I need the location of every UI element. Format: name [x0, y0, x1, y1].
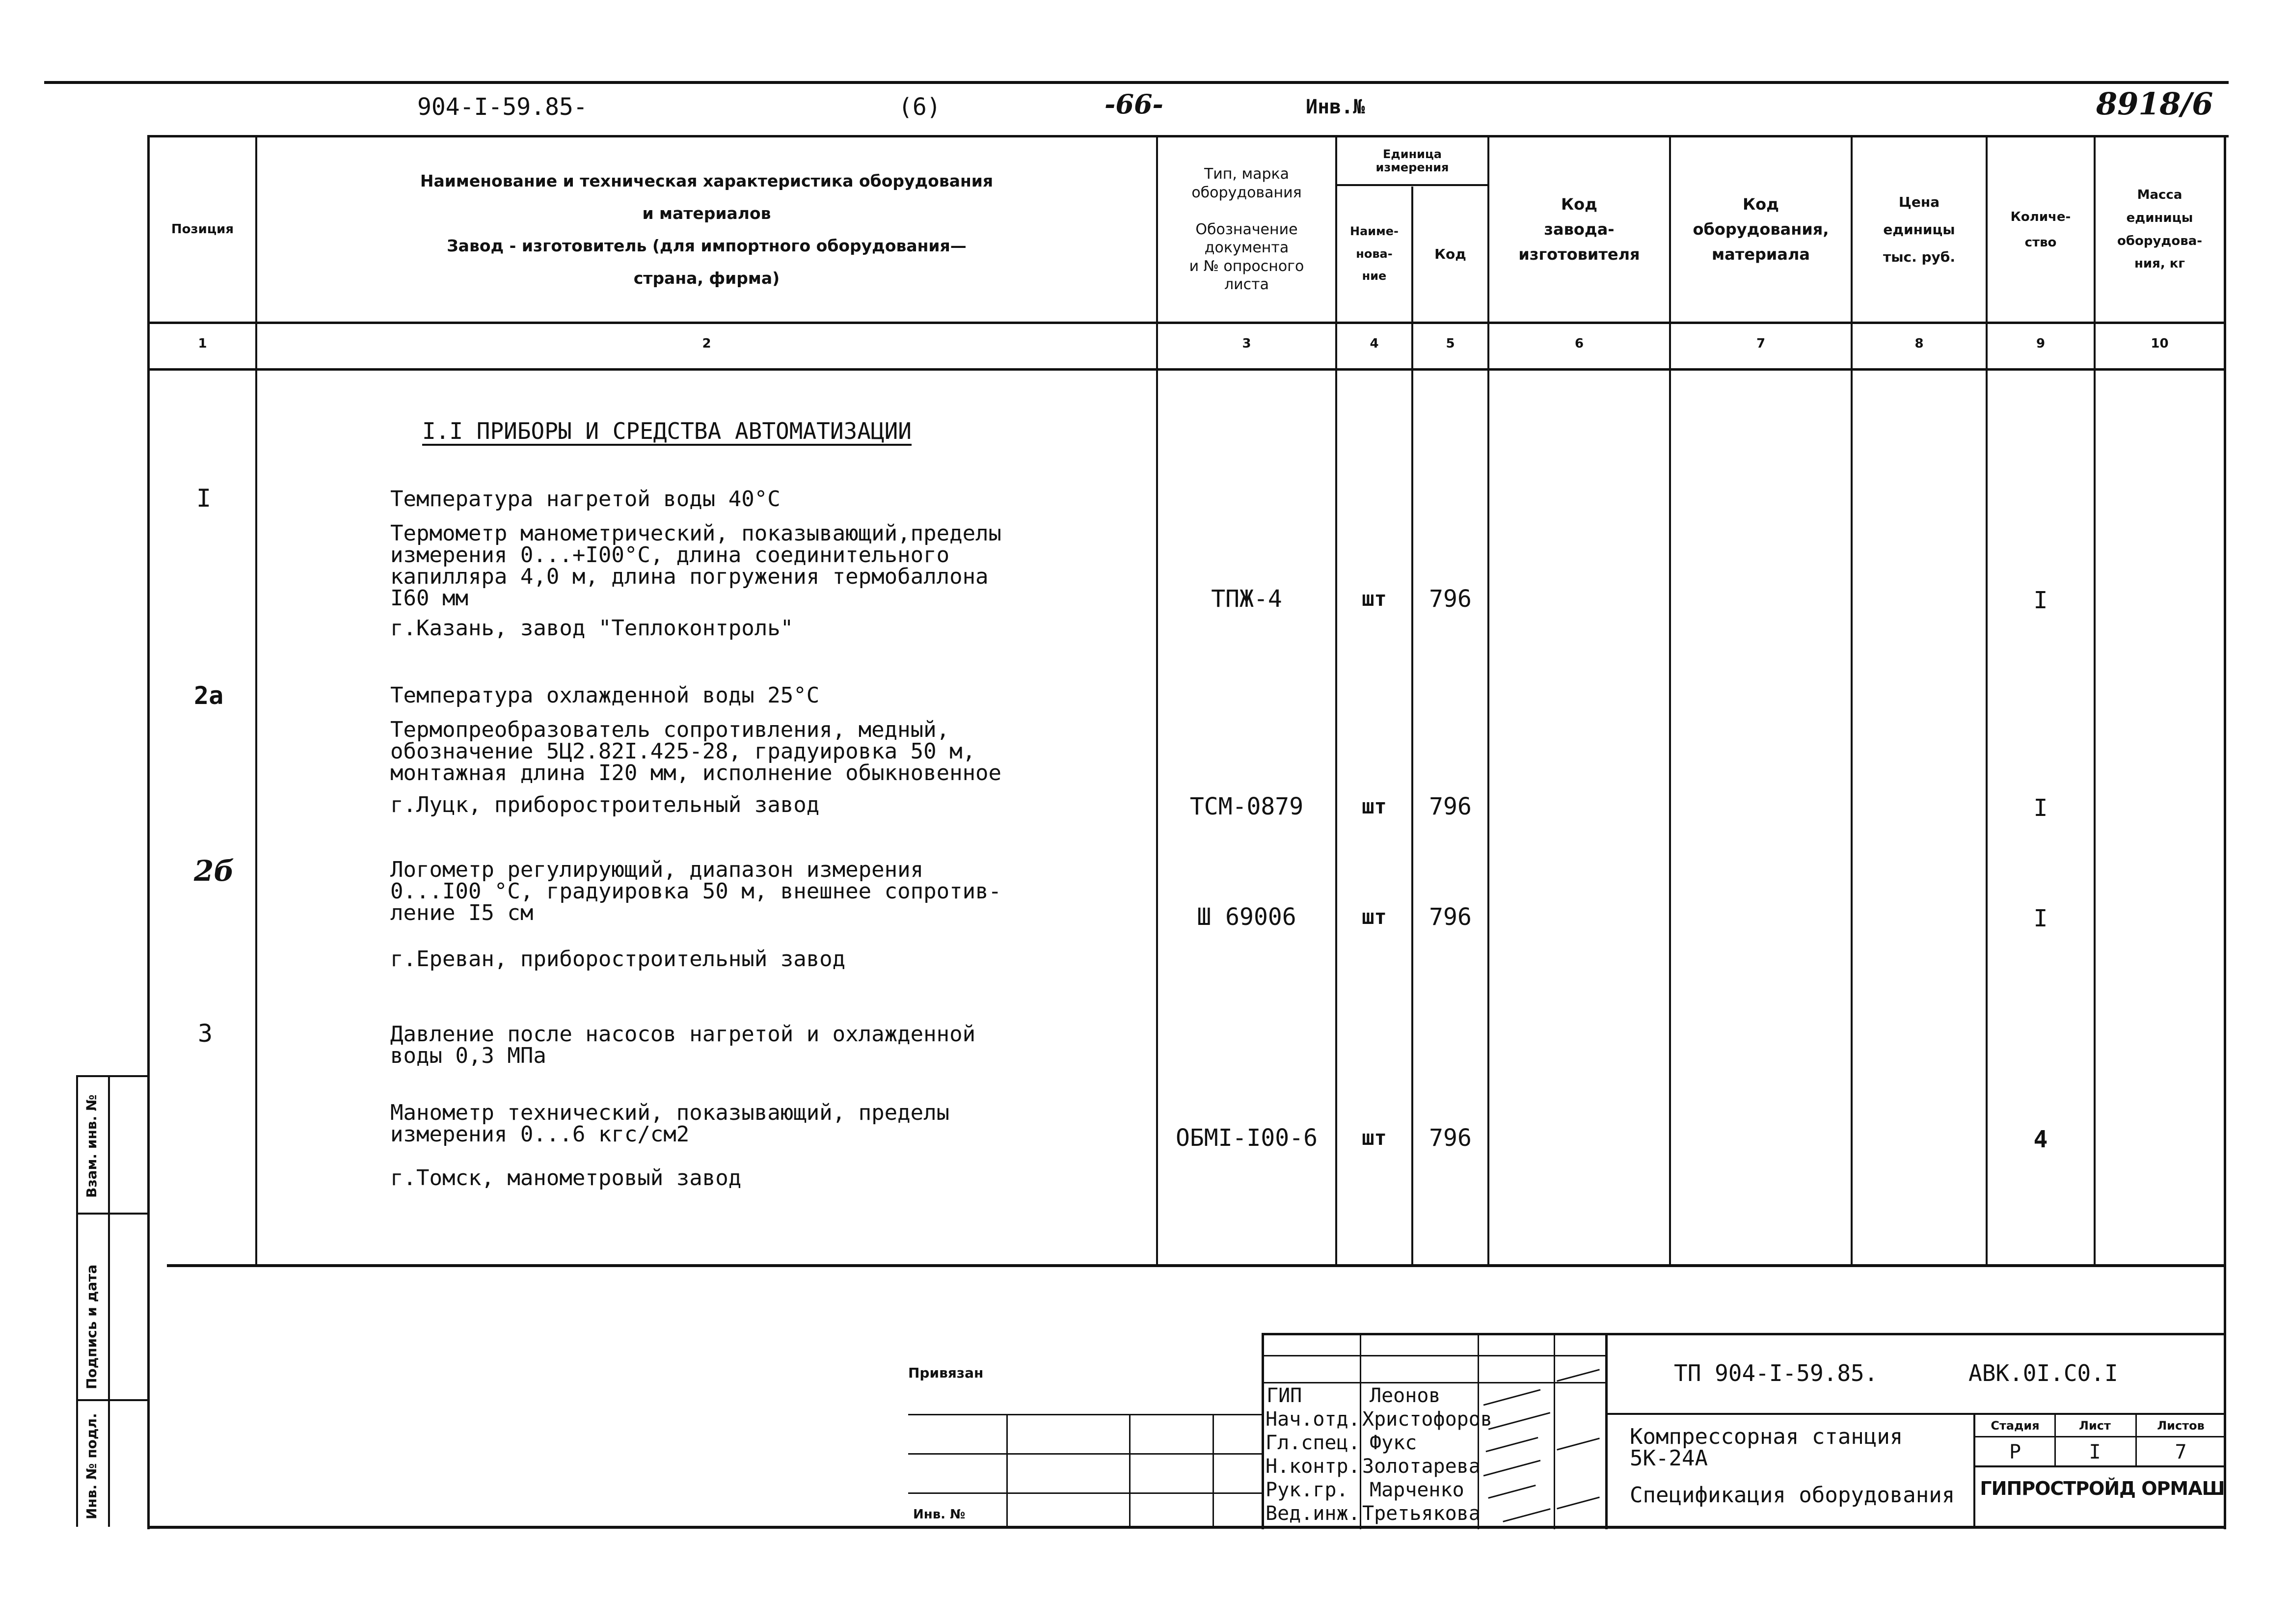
- stamp-vline-main: [1605, 1333, 1608, 1529]
- role-chief-spec: Гл.спец.: [1266, 1432, 1360, 1454]
- row-2-code: 796: [1429, 793, 1472, 820]
- row-2-unit: шт: [1362, 794, 1387, 818]
- section-title: I.I ПРИБОРЫ И СРЕДСТВА АВТОМАТИЗАЦИИ: [422, 418, 912, 444]
- header-position: Позиция: [171, 221, 234, 237]
- colnum-bottom-line: [147, 368, 2226, 371]
- stage-value: Р: [2009, 1441, 2021, 1463]
- row-3-maker: г.Ереван, приборостроительный завод: [390, 947, 846, 972]
- signature-mark: [1488, 1485, 1536, 1499]
- privyazan-vline-3: [1212, 1414, 1214, 1527]
- signature-mark: [1557, 1437, 1600, 1450]
- name-lead-engineer: Третьякова: [1362, 1502, 1481, 1525]
- side-strip-sep-1: [76, 1213, 150, 1215]
- bottom-border-line: [147, 1526, 2226, 1529]
- sheets-value: 7: [2175, 1441, 2187, 1463]
- colnum-2: 2: [702, 336, 711, 351]
- row-3-unit: шт: [1362, 905, 1387, 929]
- page-paren: (6): [898, 93, 941, 121]
- row-4-position: 3: [198, 1019, 213, 1048]
- privyazan-line-2: [908, 1453, 1262, 1455]
- row-2-quantity: I: [2033, 794, 2048, 822]
- signature-mark: [1483, 1460, 1541, 1477]
- role-norm-control: Н.контр.: [1266, 1455, 1360, 1478]
- name-chief-spec: Фукс: [1370, 1432, 1417, 1454]
- stamp-hline-stage-values: [1973, 1465, 2226, 1467]
- colnum-1: 1: [198, 336, 207, 351]
- row-4-unit: шт: [1362, 1126, 1387, 1150]
- row-3-description: Логометр регулирующий, диапазон измерения 0...I00 °С, градуировка 50 м, внешнее сопротив- ление I5 см: [390, 857, 1002, 925]
- stamp-vline-sign: [1554, 1333, 1555, 1529]
- privyazan-line-1: [908, 1414, 1262, 1415]
- header-price: Цена единицы тыс. руб.: [1883, 193, 1955, 265]
- row-2-type: ТСМ-0879: [1189, 793, 1304, 820]
- row-1-quantity: I: [2033, 587, 2048, 614]
- name-head-dept: Христофоров: [1362, 1408, 1492, 1431]
- stamp-doc-mark: АВК.0I.С0.I: [1968, 1360, 2118, 1386]
- row-1-position: I: [196, 484, 212, 513]
- row-3-code: 796: [1429, 903, 1472, 931]
- signature-mark: [1483, 1389, 1541, 1406]
- stamp-left-line: [1262, 1333, 1264, 1529]
- row-2-position: 2а: [194, 681, 224, 710]
- right-border-line: [2224, 135, 2226, 1529]
- colnum-4: 4: [1370, 336, 1379, 351]
- colnum-8: 8: [1914, 336, 1924, 351]
- stamp-hline-code: [1605, 1413, 2226, 1415]
- stamp-vline-sheet: [2054, 1413, 2056, 1467]
- signature-mark: [1557, 1496, 1600, 1509]
- sheet-label: Лист: [2079, 1419, 2111, 1433]
- role-lead-engineer: Вед.инж.: [1266, 1502, 1360, 1525]
- privyazan-label: Привязан: [908, 1365, 984, 1381]
- organization-name: ГИПРОСТРОЙД ОРМАШ: [1980, 1478, 2225, 1499]
- header-quantity: Количе- ство: [2010, 209, 2071, 250]
- row-1-parameter: Температура нагретой воды 40°С: [390, 487, 781, 512]
- row-4-parameter: Давление после насосов нагретой и охлажденной воды 0,3 МПа: [390, 1022, 976, 1068]
- row-3-type: Ш 69006: [1197, 903, 1296, 931]
- side-strip-mid: [108, 1075, 110, 1527]
- inventory-no-label: Инв. №: [913, 1507, 966, 1522]
- privyazan-line-3: [908, 1492, 1262, 1494]
- row-2-maker: г.Луцк, приборостроительный завод: [390, 792, 820, 817]
- top-border-line: [44, 81, 2229, 84]
- signature-mark: [1485, 1437, 1538, 1452]
- header-equipment-code: Код оборудования, материала: [1693, 194, 1829, 264]
- name-norm-control: Золотарева: [1362, 1455, 1481, 1478]
- stamp-vline-stage: [1973, 1413, 1975, 1528]
- header-unit-group: Единица измерения: [1375, 147, 1449, 174]
- row-3-quantity: I: [2033, 905, 2048, 932]
- stamp-hline-stage-labels: [1973, 1436, 2226, 1437]
- row-1-type: ТПЖ-4: [1211, 585, 1282, 613]
- header-unit-name: Наиме- нова- ние: [1350, 224, 1399, 283]
- name-group-lead: Марченко: [1370, 1479, 1464, 1501]
- stamp-doc-code: ТП 904-I-59.85.: [1674, 1360, 1878, 1386]
- table-bottom-line: [167, 1264, 2226, 1267]
- role-head-dept: Нач.отд.: [1266, 1408, 1360, 1431]
- colnum-9: 9: [2036, 336, 2046, 351]
- colnum-5: 5: [1446, 336, 1455, 351]
- header-unit-code: Код: [1434, 245, 1466, 262]
- privyazan-vline-1: [1006, 1414, 1008, 1527]
- row-3-position: 2б: [194, 854, 235, 888]
- side-strip-sep-2: [76, 1399, 150, 1401]
- row-1-maker: г.Казань, завод "Теплоконтроль": [390, 616, 794, 641]
- signature-mark: [1557, 1369, 1600, 1381]
- sheet-code: 8918/6: [2096, 86, 2213, 122]
- header-bottom-line: [147, 322, 2226, 324]
- row-2-description: Термопреобразователь сопротивления, медный, обозначение 5Ц2.82I.425-28, градуировка 50 м, монтажная длина I20 мм, исполнение обыкновенное: [390, 717, 1002, 785]
- side-label-signature-date: Подпись и дата: [83, 1264, 100, 1389]
- side-label-replace-inv: Взам. инв. №: [83, 1094, 100, 1198]
- stamp-vline-name: [1478, 1333, 1479, 1529]
- stamp-hline-1: [1262, 1382, 1605, 1383]
- row-1-code: 796: [1429, 585, 1472, 613]
- name-gip: Леонов: [1370, 1384, 1441, 1407]
- row-4-maker: г.Томск, манометровый завод: [390, 1165, 742, 1191]
- row-4-quantity: 4: [2033, 1126, 2048, 1153]
- signature-mark: [1503, 1508, 1550, 1522]
- role-group-lead: Рук.гр.: [1266, 1479, 1348, 1501]
- colnum-7: 7: [1756, 336, 1766, 351]
- page-number: -66-: [1105, 88, 1163, 120]
- stamp-vline-role: [1360, 1333, 1361, 1529]
- header-mass: Масса единицы оборудова- ния, кг: [2117, 187, 2203, 271]
- sheets-label: Листов: [2157, 1419, 2205, 1433]
- side-label-orig-inv: Инв. № подл.: [83, 1413, 100, 1519]
- header-name: Наименование и техническая характеристика оборудования и материалов Завод - изготовитель (для импортного оборудования— страна, фирма): [420, 171, 994, 288]
- colnum-3: 3: [1242, 336, 1251, 351]
- row-1-unit: шт: [1362, 587, 1387, 611]
- header-type: Тип, марка оборудования Обозначение документа и № опросного листа: [1189, 165, 1304, 294]
- stamp-hline-0: [1262, 1355, 1605, 1356]
- stage-label: Стадия: [1991, 1419, 2040, 1433]
- colnum-10: 10: [2151, 336, 2169, 351]
- row-4-code: 796: [1429, 1124, 1472, 1152]
- stamp-doc-title: Спецификация оборудования: [1630, 1483, 1955, 1508]
- row-1-description: Термометр манометрический, показывающий,пределы измерения 0...+I00°С, длина соединительного капилляра 4,0 м, длина погружения термобаллона I60 мм: [390, 521, 1002, 611]
- row-4-description: Манометр технический, показывающий, пределы измерения 0...6 кгс/см2: [390, 1100, 950, 1147]
- doc-code-top: 904-I-59.85-: [417, 93, 588, 121]
- side-strip-left: [76, 1075, 78, 1527]
- inventory-label: Инв.№: [1306, 96, 1365, 118]
- stamp-object-name: Компрессорная станция 5К-24А: [1630, 1424, 1903, 1471]
- privyazan-vline-2: [1129, 1414, 1131, 1527]
- side-strip-top: [76, 1075, 150, 1077]
- stamp-top-line: [1262, 1333, 2226, 1335]
- unit-group-line: [1335, 184, 1487, 186]
- row-4-type: ОБМI-I00-6: [1176, 1124, 1318, 1152]
- stamp-vline-sheets: [2135, 1413, 2137, 1467]
- role-gip: ГИП: [1266, 1384, 1302, 1407]
- signature-mark: [1488, 1412, 1550, 1430]
- colnum-6: 6: [1574, 336, 1584, 351]
- sheet-value: I: [2089, 1441, 2101, 1463]
- header-maker-code: Код завода- изготовителя: [1518, 194, 1640, 264]
- row-2-parameter: Температура охлажденной воды 25°С: [390, 683, 820, 708]
